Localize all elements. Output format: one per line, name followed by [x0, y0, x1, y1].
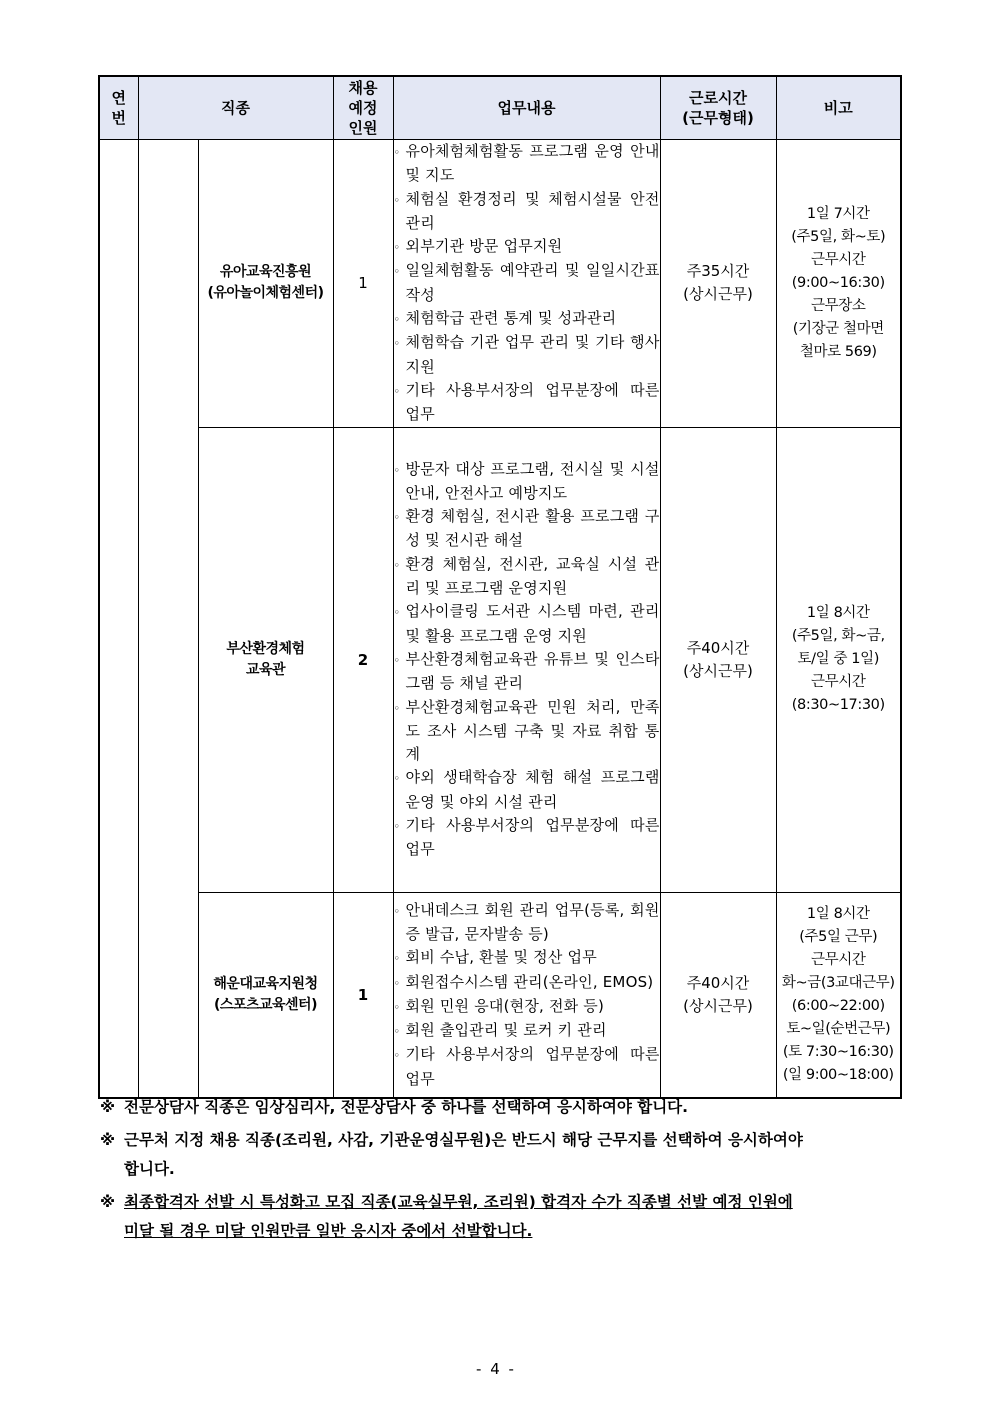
job-category-cell: [138, 140, 198, 1099]
bullet-icon: ◦: [393, 606, 401, 620]
duty-item: [394, 766, 660, 814]
duty-item: [394, 235, 660, 259]
footnote-1: ※ 전문상담사 직종은 임상심리사, 전문상담사 중 하나를 선택하여 응시하여야 합니다.: [100, 1098, 689, 1116]
bullet-icon: ◦: [393, 463, 401, 477]
duty-item: [394, 1043, 660, 1091]
duty-item: [394, 505, 660, 553]
duty-item: [394, 971, 660, 995]
job-name-cell: 해운대교육지원청 (스포츠교육센터): [198, 892, 333, 1098]
page-number: - 4 -: [476, 1360, 516, 1378]
table-row: [99, 892, 901, 1098]
bullet-icon: ◦: [393, 241, 401, 255]
duty-item: [394, 696, 660, 767]
duty-item: [394, 259, 660, 307]
duty-item: [394, 995, 660, 1019]
bullet-icon: ◦: [393, 701, 401, 715]
duty-text: 기타 사용부서장의 업무분장에 따른 업무: [405, 815, 660, 859]
duty-item: [394, 331, 660, 379]
hiring-count-cell: 2: [333, 427, 393, 892]
header-no: 연 번: [99, 76, 138, 140]
duty-text: 기타 사용부서장의 업무분장에 따른 업무: [405, 380, 660, 424]
duty-item: [394, 140, 660, 188]
job-name-cell: 부산환경체험 교육관: [198, 427, 333, 892]
bullet-icon: ◦: [393, 193, 401, 207]
duty-text: 부산환경체험교육관 유튜브 및 인스타그램 등 채널 관리: [405, 649, 660, 693]
duty-text: 체험실 환경정리 및 체험시설물 안전 관리: [405, 189, 660, 232]
duty-item: [394, 553, 660, 601]
bullet-icon: ◦: [393, 384, 401, 398]
work-hours-cell: 주40시간 (상시근무): [660, 892, 776, 1098]
duty-text: 부산환경체험교육관 민원 처리, 만족도 조사 시스템 구축 및 자료 취합 통계: [405, 697, 660, 764]
bullet-icon: ◦: [393, 1000, 401, 1014]
duties-cell: [393, 427, 660, 892]
duty-text: 회원 출입관리 및 로커 키 관리: [405, 1021, 607, 1040]
duty-item: [394, 458, 660, 506]
duties-list: [394, 458, 660, 862]
header-job: 직종: [138, 76, 333, 140]
remarks-cell: 1일 8시간 (주5일, 화~금, 토/일 중 1일) 근무시간 (8:30~17:30): [776, 427, 901, 892]
bullet-icon: ◦: [393, 265, 401, 279]
table-row: [99, 427, 901, 892]
footnote-2: ※ 근무처 지정 채용 직종(조리원, 사감, 기관운영실무원)은 반드시 해당 근무지를 선택하여 응시하여야 합니다.: [100, 1131, 803, 1178]
hiring-count-cell: 1: [333, 140, 393, 428]
work-hours-cell: 주35시간 (상시근무): [660, 140, 776, 428]
header-count: 채용 예정 인원: [333, 76, 393, 140]
job-name-cell: 유아교육진흥원 (유아놀이체험센터): [198, 140, 333, 428]
duties-list: [394, 140, 660, 427]
table-header-row: [99, 76, 901, 140]
bullet-icon: ◦: [393, 337, 401, 351]
duty-item: [394, 899, 660, 947]
bullet-icon: ◦: [393, 819, 401, 833]
duty-item: [394, 600, 660, 648]
duty-text: 야외 생태학습장 체험 해설 프로그램 운영 및 야외 시설 관리: [405, 768, 660, 811]
row-number-cell: [99, 140, 138, 1099]
bullet-icon: ◦: [393, 1049, 401, 1063]
duty-item: [394, 188, 660, 236]
duty-text: 회원접수시스템 관리(온라인, EMOS): [405, 972, 654, 991]
header-duties: 업무내용: [393, 76, 660, 140]
duty-text: 환경 체험실, 전시관 활용 프로그램 구성 및 전시관 해설: [405, 507, 660, 550]
header-note: 비고: [776, 76, 901, 140]
duties-list: [394, 899, 660, 1091]
duty-item: [394, 648, 660, 696]
footnotes: [100, 1093, 900, 1250]
bullet-icon: ◦: [393, 772, 401, 786]
duty-text: 체험학습 기관 업무 관리 및 기타 행사 지원: [405, 333, 660, 376]
recruitment-table: [98, 75, 902, 1099]
bullet-icon: ◦: [393, 313, 401, 327]
duty-item: [394, 946, 660, 970]
duty-text: 안내데스크 회원 관리 업무(등록, 회원증 발급, 문자발송 등): [405, 900, 660, 943]
duty-text: 방문자 대상 프로그램, 전시실 및 시설 안내, 안전사고 예방지도: [405, 459, 660, 502]
duty-text: 업사이클링 도서관 시스템 마련, 관리 및 활용 프로그램 운영 지원: [405, 602, 660, 645]
bullet-icon: ◦: [393, 146, 401, 159]
work-hours-cell: 주40시간 (상시근무): [660, 427, 776, 892]
bullet-icon: ◦: [393, 1025, 401, 1039]
bullet-icon: ◦: [393, 952, 401, 966]
duties-cell: [393, 892, 660, 1098]
hiring-count-cell: 1: [333, 892, 393, 1098]
duty-item: [394, 1019, 660, 1043]
bullet-icon: ◦: [393, 511, 401, 525]
bullet-icon: ◦: [393, 904, 401, 918]
remarks-cell: 1일 8시간 (주5일 근무) 근무시간 화~금(3교대근무) (6:00~22:00) 토~일(순번근무) (토 7:30~16:30) (일 9:00~18:00): [776, 892, 901, 1098]
duty-item: [394, 814, 660, 862]
footnote-3: ※ 최종합격자 선발 시 특성화고 모집 직종(교육실무원, 조리원) 합격자 수가 직종별 선발 예정 인원에 미달 될 경우 미달 인원만큼 일반 응시자 중에서 선발합니다.: [100, 1193, 793, 1240]
duties-cell: [393, 140, 660, 428]
bullet-icon: ◦: [393, 976, 401, 990]
duty-text: 유아체험체험활동 프로그램 운영 안내 및 지도: [405, 142, 660, 185]
duty-text: 기타 사용부서장의 업무분장에 따른 업무: [405, 1045, 660, 1088]
bullet-icon: ◦: [393, 558, 401, 572]
remarks-cell: 1일 7시간 (주5일, 화~토) 근무시간 (9:00~16:30) 근무장소 (기장군 철마면 철마로 569): [776, 140, 901, 428]
header-hours: 근로시간 (근무형태): [660, 76, 776, 140]
duty-text: 환경 체험실, 전시관, 교육실 시설 관리 및 프로그램 운영지원: [405, 554, 660, 598]
duty-item: [394, 307, 660, 331]
duty-text: 일일체험활동 예약관리 및 일일시간표작성: [405, 261, 660, 304]
table-row: [99, 140, 901, 428]
duty-text: 외부기관 방문 업무지원: [405, 237, 563, 256]
bullet-icon: ◦: [393, 653, 401, 667]
duty-text: 회원 민원 응대(현장, 전화 등): [405, 996, 605, 1015]
duty-text: 체험학급 관련 통계 및 성과관리: [405, 309, 617, 328]
duty-item: [394, 379, 660, 427]
duty-text: 회비 수납, 환불 및 정산 업무: [405, 948, 597, 967]
